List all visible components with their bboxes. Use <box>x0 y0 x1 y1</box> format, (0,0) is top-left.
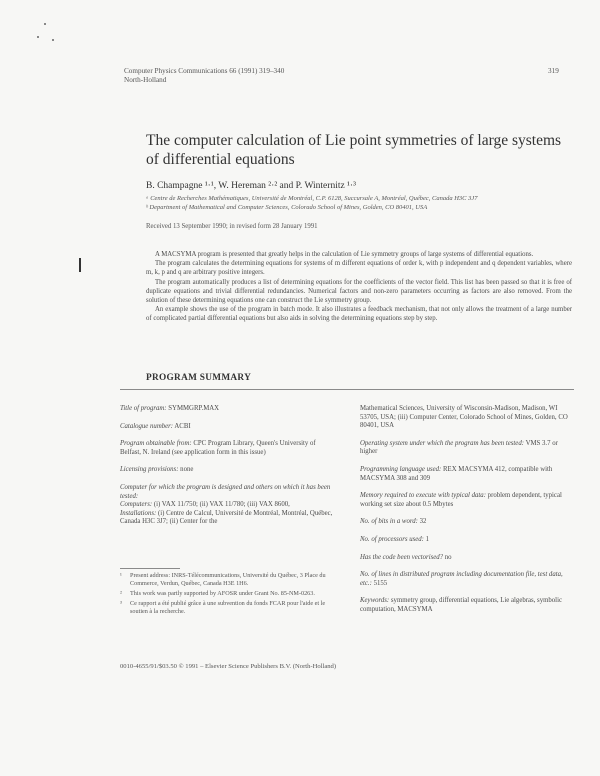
summary-programming-language <box>360 466 574 483</box>
scan-speck <box>44 23 46 25</box>
field-label: Programming language used: <box>360 465 442 473</box>
footnote-text: This work was partly supported by AFOSR under Grant No. 85-NM-0263. <box>130 590 315 597</box>
field-value: 1 <box>425 535 430 543</box>
summary-right-column <box>360 405 574 624</box>
summary-installation-continued: Mathematical Sciences, University of Wisconsin-Madison, Madison, WI 53705, USA; (iii) Computer Center, Colorado School of Mines, Golden, CO 80401, USA <box>360 405 568 430</box>
field-label: Computers: <box>120 501 153 509</box>
field-label: Title of program: <box>120 405 167 412</box>
scan-speck <box>52 39 54 41</box>
summary-computers <box>120 484 335 527</box>
footnote-1 <box>120 572 335 588</box>
footnote-marker: ¹ <box>120 572 122 579</box>
field-label: Memory required to execute with typical data: <box>360 492 486 500</box>
field-value: none <box>180 466 194 474</box>
field-value: no <box>444 553 452 561</box>
article-title <box>146 131 566 169</box>
footnote-marker: ² <box>120 590 122 597</box>
field-label: Computer for which the program is designed and others on which it has been tested: <box>120 483 331 500</box>
field-value: 5155 <box>373 579 388 587</box>
abstract-paragraph: The program automatically produces a list of determining equations for the coefficients of the vector field. This list has been passed so that it is free of duplicate equations and trivial differential redundancies. Numerical factors and non-zero parameters occurring as factors are also removed. From the solution of these determining equations one can construct the Lie symmetry group. <box>146 278 572 305</box>
field-label: No. of lines in distributed program including documentation file, test data, etc.: <box>360 571 563 587</box>
field-label: Has the code been vectorised? <box>360 553 444 561</box>
summary-left-column <box>120 405 335 536</box>
field-value: symmetry group, differential equations, Lie algebras, symbolic computation, MACSYMA <box>360 597 562 613</box>
summary-title-of-program <box>120 405 335 414</box>
field-value: 32 <box>419 518 427 526</box>
field-value: (i) Centre de Calcul, Université de Montréal, Montréal, Québec, Canada H3C 3J7; (ii) Center for the <box>120 509 333 526</box>
field-label: Installations: <box>120 509 157 517</box>
field-label: Operating system under which the program has been tested: <box>360 439 524 447</box>
field-value: CPC Program Library, Queen's University of Belfast, N. Ireland (see application form in this issue) <box>120 440 316 456</box>
summary-catalogue-number <box>120 423 335 432</box>
page-number: 319 <box>548 67 559 75</box>
field-value: problem dependent, typical working set size about 0.5 Mbytes <box>360 492 562 508</box>
abstract <box>146 250 572 324</box>
summary-operating-system <box>360 440 574 457</box>
footnote-marker: ³ <box>120 600 122 607</box>
copyright-footer: 0010-4655/91/$03.50 © 1991 – Elsevier Science Publishers B.V. (North-Holland) <box>120 663 337 670</box>
summary-processors <box>360 536 574 545</box>
footnote-text: Present address: INRS-Télécommunications, Université du Québec, 3 Place du Commerce, Verdun, Québec, Canada H3E 1H6. <box>130 572 326 587</box>
affiliation-a: ᵃ Centre de Recherches Mathématiques, Université de Montréal, C.P. 6128, Succursale A, Montréal, Québec, Canada H3C 3J7 <box>146 195 478 202</box>
affiliation-b: ᵇ Department of Mathematical and Computer Sciences, Colorado School of Mines, Golden, CO 80401, USA <box>146 203 428 211</box>
footnotes <box>120 572 335 618</box>
journal-citation: Computer Physics Communications 66 (1991) 319–340 <box>124 67 285 75</box>
summary-vectorised <box>360 554 574 563</box>
scan-mark <box>79 258 81 272</box>
summary-licensing <box>120 466 335 475</box>
footnote-text: Ce rapport a été publié grâce à une subvention du fonds FCAR pour l'aide et le soutien à la recherche. <box>130 600 326 615</box>
footnote-3 <box>120 600 335 616</box>
received-dates: Received 13 September 1990; in revised form 28 January 1991 <box>146 223 318 230</box>
title-line-1: The computer calculation of Lie point symmetries of large systems <box>146 132 562 149</box>
field-label: Catalogue number: <box>120 422 174 430</box>
abstract-paragraph: A MACSYMA program is presented that greatly helps in the calculation of Lie symmetry groups of large systems of differential equations. <box>155 251 534 258</box>
author-list: B. Champagne ¹·¹, W. Hereman ²·² and P. Winternitz ¹·³ <box>146 181 356 191</box>
field-value: (i) VAX 11/750; (ii) VAX 11/780; (iii) VAX 8600, <box>153 501 290 509</box>
affiliations <box>146 195 576 212</box>
field-label: Licensing provisions: <box>120 466 179 474</box>
summary-keywords <box>360 597 574 614</box>
abstract-paragraph: The program calculates the determining equations for systems of m different equations of order k, with p independent and q dependent variables, where m, k, p and q are arbitrary positive integers. <box>146 260 572 277</box>
summary-memory <box>360 492 574 509</box>
footnote-2 <box>120 590 335 598</box>
title-line-2: of differential equations <box>146 151 295 168</box>
scan-speck <box>37 36 39 38</box>
summary-lines-of-code <box>360 571 574 588</box>
section-heading: PROGRAM SUMMARY <box>146 373 252 383</box>
field-value: ACBI <box>174 422 191 430</box>
field-label: Keywords: <box>360 597 390 605</box>
summary-obtainable-from <box>120 440 335 457</box>
field-label: No. of bits in a word: <box>360 518 418 526</box>
summary-bits-per-word <box>360 518 574 527</box>
field-value: SYMMGRP.MAX <box>168 405 220 412</box>
footnote-rule <box>120 568 180 569</box>
field-label: No. of processors used: <box>360 535 424 543</box>
field-value: REX MACSYMA 412, compatible with MACSYMA 308 and 309 <box>360 465 553 482</box>
field-value: VMS 3.7 or higher <box>360 439 558 456</box>
field-label: Program obtainable from: <box>120 440 192 448</box>
abstract-paragraph: An example shows the use of the program in batch mode. It also illustrates a feedback mechanism, that not only allows the treatment of a large number of complicated partial differential equations but also aids in solving the determining equations step by step. <box>146 306 572 323</box>
section-rule <box>120 389 574 390</box>
publisher-line: North-Holland <box>124 76 167 84</box>
